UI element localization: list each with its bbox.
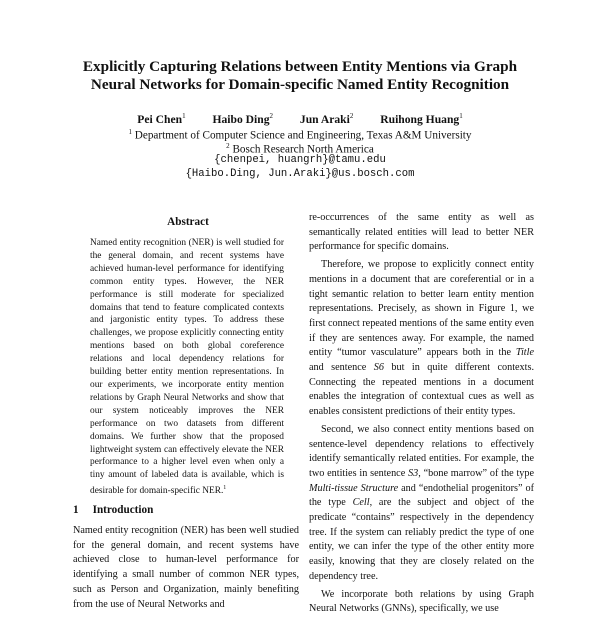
right-column [309,211,534,615]
author: Ruihong Huang$^1$ [380,112,463,126]
abstract-heading: Abstract [167,216,209,228]
author: Jun Araki$^2$ [299,112,354,126]
paragraph: re-occurrences of the same entity as well as semantically related entities will lead to better NER performance for specific domains. [309,212,534,253]
author: Pei Chen$^1$ [137,112,186,126]
affiliation: $^1$ Department of Computer Science and Engineering, Texas A&M University [128,128,472,142]
paragraph: We incorporate both relations by using Graph Neural Networks (GNNs), specifically, we use [309,588,534,615]
paper-title: Explicitly Capturing Relations between Entity Mentions via Graph Neural Networks for Domain-specific Named Entity Recognition [82,58,518,93]
email-line: {chenpei, huangrh}@tamu.edu [214,154,386,166]
abstract-body: Named entity recognition (NER) is well studied for the general domain, and recent systems have achieved human-level performance for identifying common entity types. However, the NER performance is still moderate for specialized domains that tend to feature complicated contexts and jargonistic entity types. To address these challenges, we propose explicitly connecting entity mentions based on both global coreference relations and local dependency relations for building better entity mention representations. In our experiments, we incorporate entity mention relations by Graph Neural Networks and show that our system noticeably improves the NER performance on two datasets from different domains. We further show that the proposed lightweight system can effectively elevate the NER performance to a higher level even when only a tiny amount of labeled data is available, which is desirable for domain-specific NER.$^1$ [90,238,284,497]
intro-body [73,524,299,612]
email-line: {Haibo.Ding, Jun.Araki}@us.bosch.com [185,168,415,180]
author: Haibo Ding$^2$ [212,112,273,126]
affiliation: $^2$ Bosch Research North America [226,142,374,156]
paragraph: Named entity recognition (NER) has been well studied for the general domain, and recent systems have achieved close to human-level performance for identifying a small number of common NER types, such as Person and Organization, mainly benefiting from the use of Neural Networks and [73,525,299,610]
footnote-mark: 1 [223,485,227,492]
paragraph: Therefore, we propose to explicitly connect entity mentions in a document that are coreferential or in a tight semantic relation to better learn entity mention representations. Precisely, as shown in Figure 1, we first connect repeated mentions of the same entity even if they are sentences away. For example, the named entity “tumor vasculature” appears both in the Title and sentence S6 but in quite different contexts. Connecting the repeated mentions in a document enables the integration of contextual cues as well as enables consistent predictions of their entity types. [309,259,534,418]
paragraph: Second, we also connect entity mentions based on sentence-level dependency relations to effectively identify semantically related entities. For example, the two entities in sentence S3, “bone marrow” of the type Multi-tissue Structure and “endothelial progenitors” of the type Cell, are the subject and object of the predicate “contains” respectively in the dependency tree. If the system can reliably predict the type of one entity, we can infer the type of the other entity more easily, knowing that they are closely related on the dependency tree. [309,423,534,582]
section-heading: 1 Introduction [73,504,154,516]
